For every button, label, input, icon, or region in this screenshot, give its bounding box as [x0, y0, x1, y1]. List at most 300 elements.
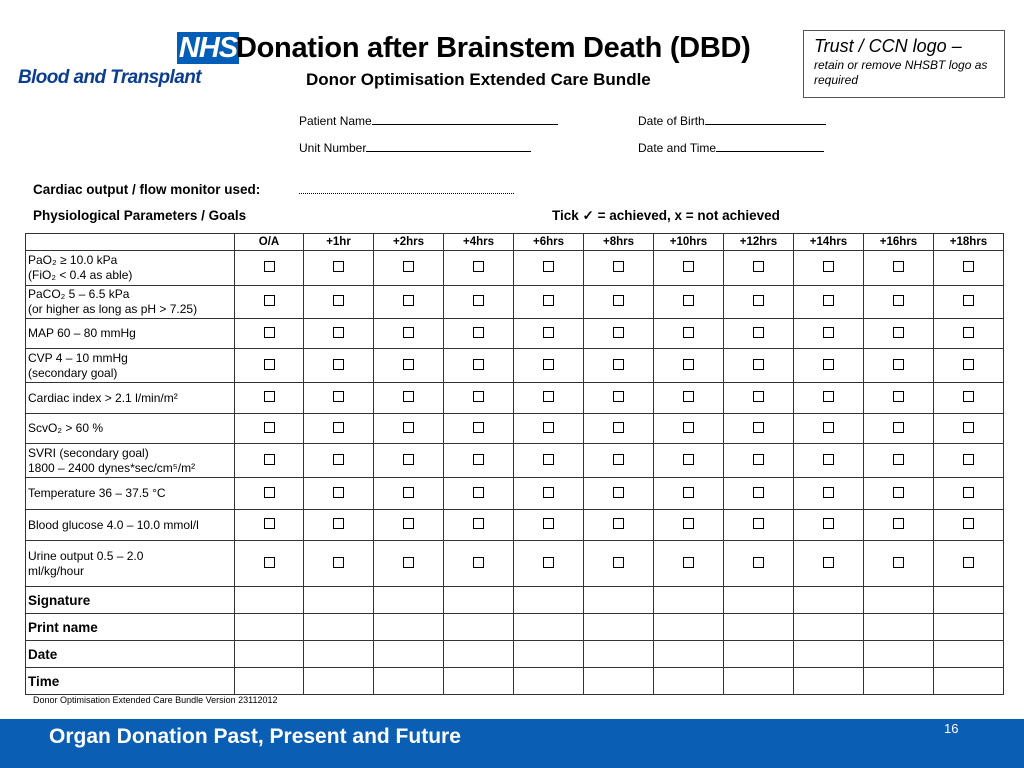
checkbox-cell — [235, 510, 304, 541]
checkbox[interactable] — [823, 454, 834, 465]
checkbox-cell — [724, 478, 794, 510]
checkbox[interactable] — [753, 391, 764, 402]
cardiac-monitor-entry[interactable] — [299, 186, 514, 194]
checkbox-cell — [235, 414, 304, 444]
column-header: +1hr — [304, 234, 374, 251]
nhs-logo-mark: NHS — [178, 32, 238, 64]
checkbox[interactable] — [963, 359, 974, 370]
checkbox-cell — [374, 478, 444, 510]
checkbox[interactable] — [543, 487, 554, 498]
checkbox[interactable] — [473, 422, 484, 433]
checkbox-cell — [235, 383, 304, 414]
sign-entry-cell[interactable] — [794, 668, 864, 695]
checkbox-cell — [864, 444, 934, 478]
checkbox[interactable] — [543, 359, 554, 370]
checkbox[interactable] — [683, 518, 694, 529]
checkbox[interactable] — [683, 557, 694, 568]
checkbox-cell — [514, 286, 584, 319]
sign-entry-cell[interactable] — [584, 614, 654, 641]
checkbox[interactable] — [893, 487, 904, 498]
version-note: Donor Optimisation Extended Care Bundle Version 23112012 — [33, 695, 278, 705]
checkbox-cell — [584, 383, 654, 414]
checkbox[interactable] — [963, 422, 974, 433]
parameter-label — [26, 478, 235, 510]
checkbox[interactable] — [333, 487, 344, 498]
sign-entry-cell[interactable] — [654, 614, 724, 641]
sign-entry-cell[interactable] — [235, 668, 304, 695]
checkbox-cell — [235, 541, 304, 587]
checkbox-cell — [374, 444, 444, 478]
sign-entry-cell[interactable] — [444, 614, 514, 641]
physiological-heading: Physiological Parameters / Goals — [33, 208, 247, 223]
parameter-label — [26, 510, 235, 541]
sign-entry-cell[interactable] — [724, 641, 794, 668]
checkbox[interactable] — [963, 327, 974, 338]
checkbox-cell — [794, 541, 864, 587]
checkbox[interactable] — [473, 487, 484, 498]
checkbox[interactable] — [683, 422, 694, 433]
column-header: +16hrs — [864, 234, 934, 251]
checkbox-cell — [304, 319, 374, 349]
checkbox-cell — [654, 383, 724, 414]
checkbox[interactable] — [264, 454, 275, 465]
checkbox-cell — [304, 251, 374, 286]
checkbox-cell — [444, 349, 514, 383]
checkbox-cell — [514, 444, 584, 478]
checkbox[interactable] — [473, 295, 484, 306]
checkbox-cell — [794, 383, 864, 414]
checkbox-cell — [934, 478, 1004, 510]
checkbox-cell — [444, 251, 514, 286]
checkbox[interactable] — [823, 518, 834, 529]
checkbox[interactable] — [403, 327, 414, 338]
sign-entry-cell[interactable] — [864, 614, 934, 641]
checkbox[interactable] — [823, 422, 834, 433]
sign-entry-cell[interactable] — [514, 668, 584, 695]
checkbox-cell — [724, 286, 794, 319]
column-header: O/A — [235, 234, 304, 251]
checkbox-cell — [934, 444, 1004, 478]
checkbox[interactable] — [963, 487, 974, 498]
checkbox-cell — [514, 251, 584, 286]
nhsbt-logo — [18, 31, 238, 95]
date-of-birth-field[interactable] — [638, 113, 826, 128]
checkbox-cell — [374, 349, 444, 383]
checkbox[interactable] — [893, 327, 904, 338]
checkbox[interactable] — [893, 359, 904, 370]
checkbox-cell — [444, 478, 514, 510]
parameter-label — [26, 319, 235, 349]
parameter-note: (FiO₂ < 0.4 as able) — [28, 268, 133, 282]
checkbox-cell — [934, 383, 1004, 414]
unit-number-field[interactable] — [299, 140, 531, 155]
trust-logo-note: retain or remove NHSBT logo as required — [814, 58, 988, 87]
checkbox[interactable] — [473, 391, 484, 402]
checkbox[interactable] — [823, 557, 834, 568]
column-header: +18hrs — [934, 234, 1004, 251]
table-row — [26, 541, 1004, 587]
checkbox[interactable] — [264, 487, 275, 498]
date-of-birth-line — [705, 113, 826, 125]
column-header: +2hrs — [374, 234, 444, 251]
checkbox[interactable] — [333, 557, 344, 568]
checkbox-cell — [374, 286, 444, 319]
checkbox-cell — [444, 414, 514, 444]
sign-entry-cell[interactable] — [584, 668, 654, 695]
checkbox-cell — [934, 349, 1004, 383]
checkbox[interactable] — [753, 327, 764, 338]
table-row — [26, 414, 1004, 444]
parameter-label — [26, 349, 235, 383]
checkbox-cell — [304, 510, 374, 541]
checkbox-cell — [724, 383, 794, 414]
checkbox[interactable] — [753, 359, 764, 370]
sign-entry-cell[interactable] — [584, 587, 654, 614]
checkbox[interactable] — [613, 295, 624, 306]
checkbox-cell — [584, 478, 654, 510]
sign-entry-cell[interactable] — [934, 587, 1004, 614]
checkbox[interactable] — [613, 422, 624, 433]
checkbox-cell — [235, 319, 304, 349]
sign-entry-cell[interactable] — [374, 587, 444, 614]
sign-entry-cell[interactable] — [374, 668, 444, 695]
page-subtitle: Donor Optimisation Extended Care Bundle — [306, 70, 651, 89]
checkbox[interactable] — [613, 518, 624, 529]
parameter-note: ml/kg/hour — [28, 563, 85, 578]
checkbox-cell — [374, 541, 444, 587]
checkbox[interactable] — [613, 391, 624, 402]
checkbox-cell — [724, 349, 794, 383]
checkbox[interactable] — [543, 454, 554, 465]
sign-entry-cell[interactable] — [794, 641, 864, 668]
checkbox[interactable] — [963, 454, 974, 465]
checkbox[interactable] — [333, 391, 344, 402]
sign-entry-cell[interactable] — [444, 587, 514, 614]
checkbox-cell — [584, 414, 654, 444]
sign-entry-cell[interactable] — [304, 668, 374, 695]
parameter-note: (secondary goal) — [28, 365, 118, 380]
checkbox[interactable] — [473, 454, 484, 465]
patient-name-label: Patient Name — [299, 114, 372, 128]
checkbox-cell — [584, 541, 654, 587]
checkbox[interactable] — [893, 295, 904, 306]
checkbox[interactable] — [473, 359, 484, 370]
checkbox-cell — [235, 349, 304, 383]
checkbox[interactable] — [963, 295, 974, 306]
checkbox-cell — [654, 286, 724, 319]
column-header: +8hrs — [584, 234, 654, 251]
column-header: +6hrs — [514, 234, 584, 251]
sign-entry-cell[interactable] — [584, 641, 654, 668]
column-header: +14hrs — [794, 234, 864, 251]
checkbox-cell — [374, 319, 444, 349]
sign-entry-cell[interactable] — [304, 641, 374, 668]
sign-entry-cell[interactable] — [444, 641, 514, 668]
checkbox[interactable] — [963, 557, 974, 568]
checkbox-cell — [584, 251, 654, 286]
checkbox[interactable] — [543, 518, 554, 529]
checkbox[interactable] — [333, 422, 344, 433]
table-row — [26, 383, 1004, 414]
checkbox[interactable] — [403, 261, 414, 272]
parameter-goal: PaCO₂ 5 – 6.5 kPa — [28, 287, 130, 301]
checkbox[interactable] — [543, 422, 554, 433]
checkbox[interactable] — [473, 518, 484, 529]
checkbox[interactable] — [543, 261, 554, 272]
checkbox[interactable] — [753, 518, 764, 529]
sign-entry-cell[interactable] — [304, 587, 374, 614]
parameter-goal: Temperature 36 – 37.5 °C — [28, 486, 166, 500]
checkbox[interactable] — [683, 454, 694, 465]
checkbox-cell — [304, 478, 374, 510]
checkbox-cell — [724, 319, 794, 349]
date-and-time-field[interactable] — [638, 140, 824, 155]
checkbox[interactable] — [473, 557, 484, 568]
sign-entry-cell[interactable] — [304, 614, 374, 641]
patient-name-field[interactable] — [299, 113, 558, 128]
checkbox-cell — [514, 349, 584, 383]
checkbox[interactable] — [543, 391, 554, 402]
checkbox[interactable] — [403, 359, 414, 370]
checkbox-cell — [794, 251, 864, 286]
sign-entry-cell[interactable] — [235, 587, 304, 614]
parameter-goal: Blood glucose 4.0 – 10.0 mmol/l — [28, 517, 199, 532]
checkbox[interactable] — [893, 518, 904, 529]
checkbox-cell — [235, 251, 304, 286]
sign-entry-cell[interactable] — [514, 587, 584, 614]
checkbox[interactable] — [753, 454, 764, 465]
parameter-label — [26, 251, 235, 286]
table-row — [26, 319, 1004, 349]
checkbox[interactable] — [613, 261, 624, 272]
checkbox-cell — [444, 444, 514, 478]
checkbox[interactable] — [333, 327, 344, 338]
checkbox[interactable] — [683, 391, 694, 402]
checkbox[interactable] — [613, 487, 624, 498]
checkbox[interactable] — [333, 518, 344, 529]
sign-entry-cell[interactable] — [794, 614, 864, 641]
checkbox[interactable] — [613, 454, 624, 465]
checkbox[interactable] — [963, 391, 974, 402]
sign-entry-cell[interactable] — [374, 641, 444, 668]
checkbox[interactable] — [893, 422, 904, 433]
checkbox[interactable] — [264, 518, 275, 529]
sign-entry-cell[interactable] — [235, 614, 304, 641]
checkbox[interactable] — [473, 327, 484, 338]
checkbox-cell — [934, 510, 1004, 541]
checkbox[interactable] — [333, 454, 344, 465]
checkbox[interactable] — [823, 391, 834, 402]
checkbox[interactable] — [543, 327, 554, 338]
sign-entry-cell[interactable] — [794, 587, 864, 614]
sign-entry-cell[interactable] — [654, 668, 724, 695]
checkbox-cell — [304, 383, 374, 414]
checkbox[interactable] — [823, 261, 834, 272]
tick-legend: Tick ✓ = achieved, x = not achieved — [552, 208, 780, 223]
checkbox[interactable] — [753, 261, 764, 272]
sign-entry-cell[interactable] — [724, 668, 794, 695]
checkbox-cell — [794, 319, 864, 349]
sign-entry-cell[interactable] — [514, 641, 584, 668]
checkbox[interactable] — [683, 295, 694, 306]
sign-entry-cell[interactable] — [934, 668, 1004, 695]
checkbox[interactable] — [264, 261, 275, 272]
checkbox[interactable] — [403, 487, 414, 498]
checkbox-cell — [794, 349, 864, 383]
parameter-label — [26, 383, 235, 414]
checkbox-cell — [584, 319, 654, 349]
parameter-goal: PaO₂ ≥ 10.0 kPa — [28, 253, 118, 267]
footer-title: Organ Donation Past, Present and Future — [49, 725, 461, 748]
column-header: +10hrs — [654, 234, 724, 251]
checkbox-cell — [374, 251, 444, 286]
checkbox-cell — [864, 478, 934, 510]
checkbox-cell — [654, 510, 724, 541]
sign-entry-cell[interactable] — [374, 614, 444, 641]
sign-entry-cell[interactable] — [864, 641, 934, 668]
checkbox-cell — [584, 510, 654, 541]
checkbox-cell — [934, 319, 1004, 349]
checkbox[interactable] — [753, 422, 764, 433]
sign-entry-cell[interactable] — [934, 641, 1004, 668]
checkbox-cell — [444, 383, 514, 414]
checkbox-cell — [794, 478, 864, 510]
parameter-label — [26, 286, 235, 319]
checkbox[interactable] — [473, 261, 484, 272]
checkbox[interactable] — [753, 295, 764, 306]
date-and-time-label: Date and Time — [638, 141, 717, 155]
checkbox[interactable] — [683, 487, 694, 498]
sign-row — [26, 641, 1004, 668]
checkbox-cell — [864, 319, 934, 349]
checkbox-cell — [374, 510, 444, 541]
sign-entry-cell[interactable] — [864, 668, 934, 695]
checkbox[interactable] — [333, 295, 344, 306]
checkbox[interactable] — [264, 327, 275, 338]
sign-row-label: Print name — [26, 614, 235, 641]
parameter-label — [26, 444, 235, 478]
table-row — [26, 286, 1004, 319]
checkbox[interactable] — [403, 295, 414, 306]
trust-logo-title: Trust / CCN logo – — [814, 36, 962, 56]
checkbox-cell — [514, 414, 584, 444]
checkbox[interactable] — [893, 391, 904, 402]
parameter-goal: CVP 4 – 10 mmHg — [28, 350, 128, 365]
date-and-time-line — [716, 140, 824, 152]
checkbox-cell — [235, 444, 304, 478]
checkbox-cell — [794, 444, 864, 478]
checkbox[interactable] — [893, 557, 904, 568]
page-number: 16 — [944, 721, 959, 736]
table-row — [26, 478, 1004, 510]
checkbox[interactable] — [893, 261, 904, 272]
checkbox-cell — [864, 383, 934, 414]
checkbox-cell — [724, 541, 794, 587]
checkbox-cell — [235, 286, 304, 319]
checkbox[interactable] — [753, 487, 764, 498]
checkbox[interactable] — [403, 391, 414, 402]
sign-entry-cell[interactable] — [444, 668, 514, 695]
checkbox-cell — [864, 541, 934, 587]
parameter-goal: MAP 60 – 80 mmHg — [28, 326, 136, 340]
checkbox-cell — [934, 251, 1004, 286]
checkbox[interactable] — [963, 518, 974, 529]
checkbox-cell — [304, 286, 374, 319]
parameter-goal: ScvO₂ > 60 % — [28, 421, 104, 435]
checkbox[interactable] — [403, 518, 414, 529]
checkbox[interactable] — [333, 359, 344, 370]
checkbox-cell — [584, 349, 654, 383]
column-header: +4hrs — [444, 234, 514, 251]
checkbox[interactable] — [753, 557, 764, 568]
checkbox[interactable] — [683, 327, 694, 338]
checkbox-cell — [654, 478, 724, 510]
checkbox[interactable] — [613, 359, 624, 370]
parameter-note: (or higher as long as pH > 7.25) — [28, 302, 198, 316]
checkbox[interactable] — [543, 557, 554, 568]
sign-entry-cell[interactable] — [654, 641, 724, 668]
checkbox[interactable] — [264, 391, 275, 402]
checkbox-cell — [794, 510, 864, 541]
sign-entry-cell[interactable] — [934, 614, 1004, 641]
sign-entry-cell[interactable] — [514, 614, 584, 641]
sign-row — [26, 614, 1004, 641]
unit-number-label: Unit Number — [299, 141, 367, 155]
checkbox[interactable] — [823, 487, 834, 498]
checkbox[interactable] — [403, 422, 414, 433]
column-header: +12hrs — [724, 234, 794, 251]
checkbox[interactable] — [333, 261, 344, 272]
checkbox[interactable] — [823, 359, 834, 370]
checkbox[interactable] — [543, 295, 554, 306]
checkbox[interactable] — [613, 327, 624, 338]
checkbox[interactable] — [264, 557, 275, 568]
checkbox-cell — [304, 541, 374, 587]
parameter-note: 1800 – 2400 dynes*sec/cm⁵/m² — [28, 460, 196, 475]
checkbox[interactable] — [823, 327, 834, 338]
checkbox[interactable] — [613, 557, 624, 568]
checkbox[interactable] — [823, 295, 834, 306]
sign-entry-cell[interactable] — [654, 587, 724, 614]
sign-entry-cell[interactable] — [724, 614, 794, 641]
checkbox[interactable] — [893, 454, 904, 465]
sign-row-label: Date — [26, 641, 235, 668]
sign-entry-cell[interactable] — [724, 587, 794, 614]
checkbox[interactable] — [264, 422, 275, 433]
checkbox[interactable] — [963, 261, 974, 272]
sign-row-label: Signature — [26, 587, 235, 614]
table-row — [26, 349, 1004, 383]
sign-entry-cell[interactable] — [864, 587, 934, 614]
checkbox-cell — [444, 510, 514, 541]
table-row — [26, 444, 1004, 478]
checkbox[interactable] — [403, 557, 414, 568]
page-title: Donation after Brainstem Death (DBD) — [236, 32, 751, 64]
checkbox-cell — [864, 286, 934, 319]
parameter-header — [26, 234, 235, 251]
date-of-birth-label: Date of Birth — [638, 114, 705, 128]
checkbox[interactable] — [264, 359, 275, 370]
checkbox[interactable] — [683, 261, 694, 272]
sign-row — [26, 668, 1004, 695]
checkbox[interactable] — [403, 454, 414, 465]
cardiac-monitor-label: Cardiac output / flow monitor used: — [33, 182, 261, 197]
checkbox-cell — [934, 286, 1004, 319]
checkbox-cell — [654, 444, 724, 478]
checkbox[interactable] — [683, 359, 694, 370]
sign-entry-cell[interactable] — [235, 641, 304, 668]
checkbox[interactable] — [264, 295, 275, 306]
